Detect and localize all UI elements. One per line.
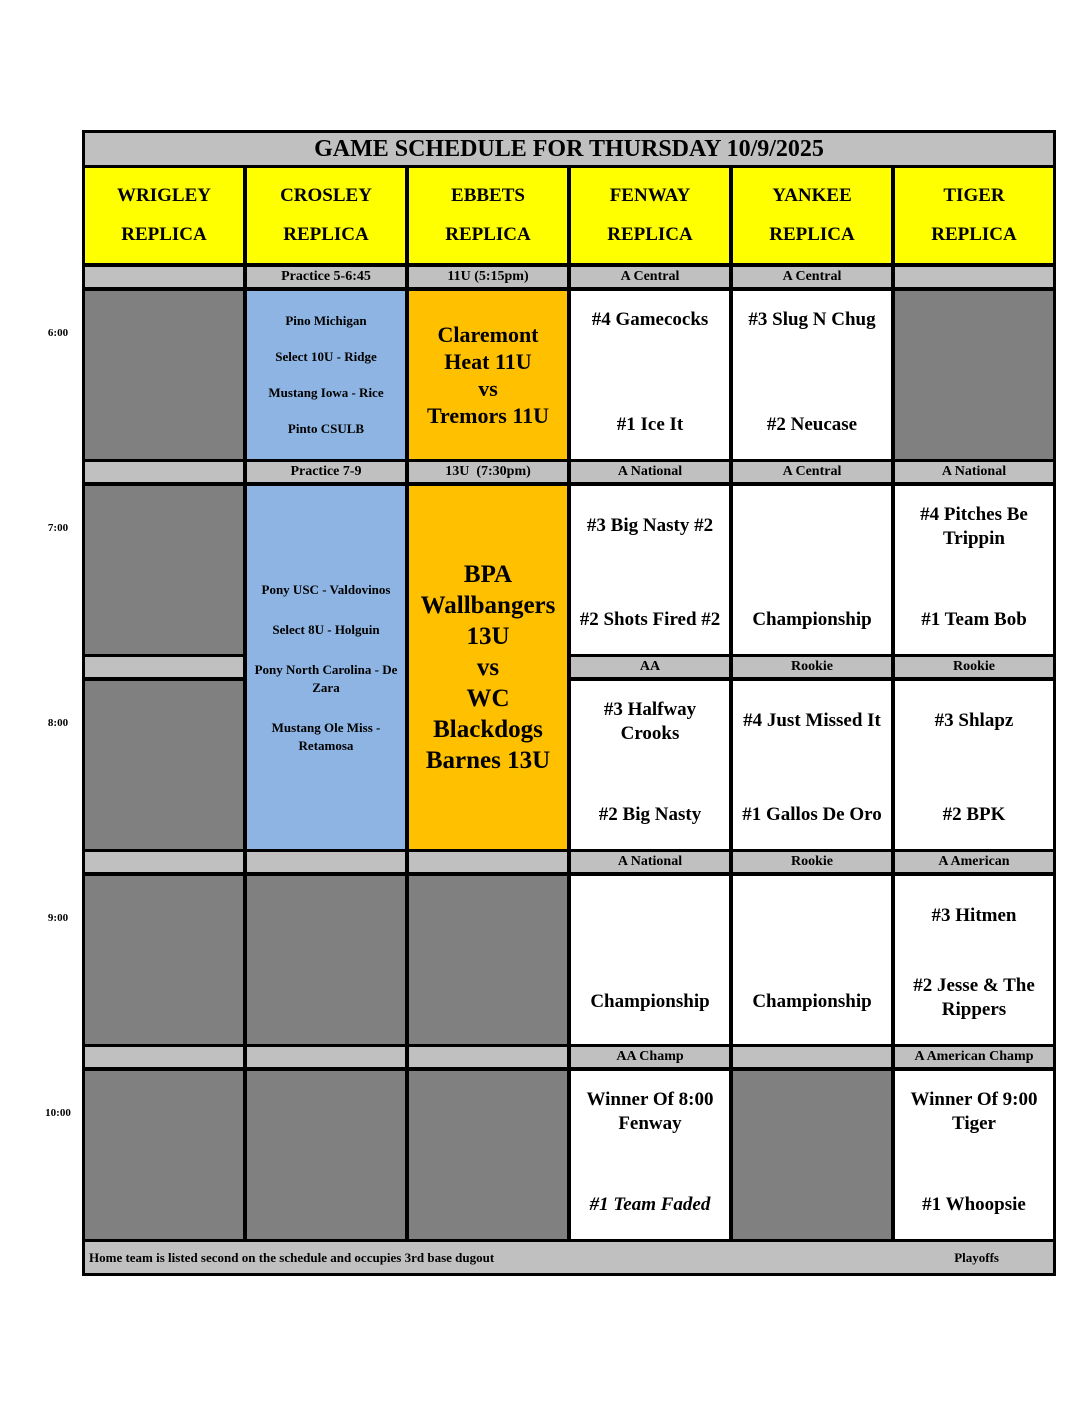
team-away: Winner Of 8:00 Fenway — [586, 1089, 714, 1134]
label-tiger — [895, 267, 1053, 287]
empty-cell — [409, 1071, 567, 1239]
label-crosley — [247, 1047, 405, 1067]
time-label-9: 9:00 — [47, 912, 69, 924]
team-away: #3 Slug N Chug — [748, 309, 876, 330]
time-label-7: 7:00 — [47, 522, 69, 534]
label-tiger: A American Champ — [895, 1047, 1053, 1067]
practice-team: Mustang Ole Miss - Retamosa — [271, 719, 381, 753]
team-away: #3 Halfway Crooks — [603, 699, 697, 744]
label-fenway: A National — [571, 852, 729, 872]
game-cell-fenway — [571, 291, 729, 459]
team-away: #3 Shlapz — [934, 710, 1014, 731]
venue-yankee — [733, 168, 891, 263]
team-home: Championship — [752, 991, 872, 1012]
venue-name: YANKEE — [772, 184, 852, 206]
practice-team: Pinto CSULB — [287, 421, 365, 436]
footer-note: Home team is listed second on the schedule and occupies 3rd base dugout — [89, 1249, 495, 1265]
game-cell-yankee — [733, 486, 891, 654]
game-cell-tiger — [895, 681, 1053, 849]
team-home: Championship — [752, 609, 872, 630]
team-home: #1 Ice It — [616, 414, 684, 435]
venue-name: CROSLEY — [280, 184, 372, 206]
time-label-8: 8:00 — [47, 717, 69, 729]
venue-ebbets — [409, 168, 567, 263]
team-away: #4 Just Missed It — [743, 710, 881, 731]
label-fenway: A Central — [571, 267, 729, 287]
empty-cell — [247, 1071, 405, 1239]
time-label-6: 6:00 — [47, 327, 69, 339]
label-tiger: A American — [895, 852, 1053, 872]
empty-cell — [85, 486, 243, 654]
footer-legend: Playoffs — [954, 1249, 999, 1265]
empty-cell — [895, 291, 1053, 459]
schedule-title: GAME SCHEDULE FOR THURSDAY 10/9/2025 — [85, 133, 1053, 165]
venue-name: WRIGLEY — [117, 184, 211, 206]
venue-sub: REPLICA — [769, 224, 855, 246]
team-home: Championship — [590, 991, 710, 1012]
label-crosley: Practice 5-6:45 — [247, 267, 405, 287]
empty-cell — [85, 681, 243, 849]
practice-team: Pony North Carolina - De Zara — [254, 661, 398, 695]
empty-cell — [85, 291, 243, 459]
practice-team: Select 10U - Ridge — [275, 349, 377, 364]
team-home: #2 Jesse & The Rippers — [913, 975, 1035, 1020]
empty-cell — [247, 876, 405, 1044]
game-cell-tiger — [895, 876, 1053, 1044]
venue-wrigley — [85, 168, 243, 263]
practice-team: Select 8U - Holguin — [272, 621, 380, 637]
schedule-table — [82, 130, 1056, 1276]
label-yankee: A Central — [733, 462, 891, 482]
team-home: #2 Neucase — [766, 414, 858, 435]
practice-cell-crosley — [247, 486, 405, 849]
empty-cell — [85, 876, 243, 1044]
venue-sub: REPLICA — [445, 224, 531, 246]
team-home: #1 Gallos De Oro — [742, 804, 882, 825]
label-wrigley — [85, 1047, 243, 1067]
empty-cell — [85, 1071, 243, 1239]
venue-sub: REPLICA — [607, 224, 693, 246]
time-label-10: 10:00 — [45, 1107, 71, 1119]
vs-text: vs — [476, 654, 500, 681]
label-yankee — [733, 1047, 891, 1067]
label-fenway: AA Champ — [571, 1047, 729, 1067]
label-fenway: AA — [571, 657, 729, 677]
game-cell-fenway — [571, 876, 729, 1044]
label-tiger: A National — [895, 462, 1053, 482]
practice-team: Mustang Iowa - Rice — [268, 385, 384, 400]
game-cell-ebbets — [409, 486, 567, 849]
game-cell-fenway — [571, 1071, 729, 1239]
team-away: #4 Gamecocks — [591, 309, 709, 330]
venue-sub: REPLICA — [283, 224, 369, 246]
label-wrigley — [85, 462, 243, 482]
venue-crosley — [247, 168, 405, 263]
empty-cell — [733, 1071, 891, 1239]
team-home: #1 Team Bob — [921, 609, 1027, 630]
label-wrigley — [85, 852, 243, 872]
label-yankee: A Central — [733, 267, 891, 287]
label-fenway: A National — [571, 462, 729, 482]
game-cell-fenway — [571, 681, 729, 849]
label-ebbets — [409, 852, 567, 872]
team-home: #2 Big Nasty — [598, 804, 702, 825]
game-cell-fenway — [571, 486, 729, 654]
empty-cell — [409, 876, 567, 1044]
team-away: BPA Wallbangers 13U — [420, 561, 556, 650]
vs-text: vs — [478, 376, 498, 401]
venue-sub: REPLICA — [121, 224, 207, 246]
label-wrigley — [85, 657, 243, 677]
team-home: #2 BPK — [942, 804, 1006, 825]
practice-team: Pony USC - Valdovinos — [261, 581, 391, 597]
game-cell-ebbets — [409, 291, 567, 459]
label-ebbets — [409, 1047, 567, 1067]
venue-sub: REPLICA — [931, 224, 1017, 246]
label-crosley — [247, 852, 405, 872]
team-away: #3 Big Nasty #2 — [586, 515, 714, 536]
team-home: #1 Whoopsie — [922, 1194, 1026, 1215]
team-home: Tremors 11U — [427, 403, 549, 428]
team-away: #4 Pitches Be Trippin — [920, 504, 1028, 549]
label-yankee: Rookie — [733, 852, 891, 872]
game-cell-tiger — [895, 486, 1053, 654]
team-home: #1 Team Faded — [589, 1194, 711, 1215]
team-away: Claremont Heat 11U — [437, 322, 539, 374]
venue-fenway — [571, 168, 729, 263]
venue-name: FENWAY — [609, 184, 691, 206]
label-yankee: Rookie — [733, 657, 891, 677]
venue-tiger — [895, 168, 1053, 263]
venue-name: EBBETS — [451, 184, 525, 206]
game-cell-yankee — [733, 291, 891, 459]
team-home: WC Blackdogs Barnes 13U — [425, 685, 551, 774]
team-away: #3 Hitmen — [931, 905, 1017, 926]
practice-cell-crosley — [247, 291, 405, 459]
game-cell-yankee — [733, 681, 891, 849]
game-cell-tiger — [895, 1071, 1053, 1239]
label-crosley: Practice 7-9 — [247, 462, 405, 482]
footer-row — [85, 1242, 1053, 1273]
game-cell-yankee — [733, 876, 891, 1044]
label-tiger: Rookie — [895, 657, 1053, 677]
team-away: Winner Of 9:00 Tiger — [910, 1089, 1038, 1134]
practice-team: Pino Michigan — [285, 313, 367, 328]
label-ebbets: 11U (5:15pm) — [409, 267, 567, 287]
label-ebbets: 13U (7:30pm) — [409, 462, 567, 482]
team-home: #2 Shots Fired #2 — [579, 609, 721, 630]
venue-name: TIGER — [943, 184, 1005, 206]
label-wrigley — [85, 267, 243, 287]
